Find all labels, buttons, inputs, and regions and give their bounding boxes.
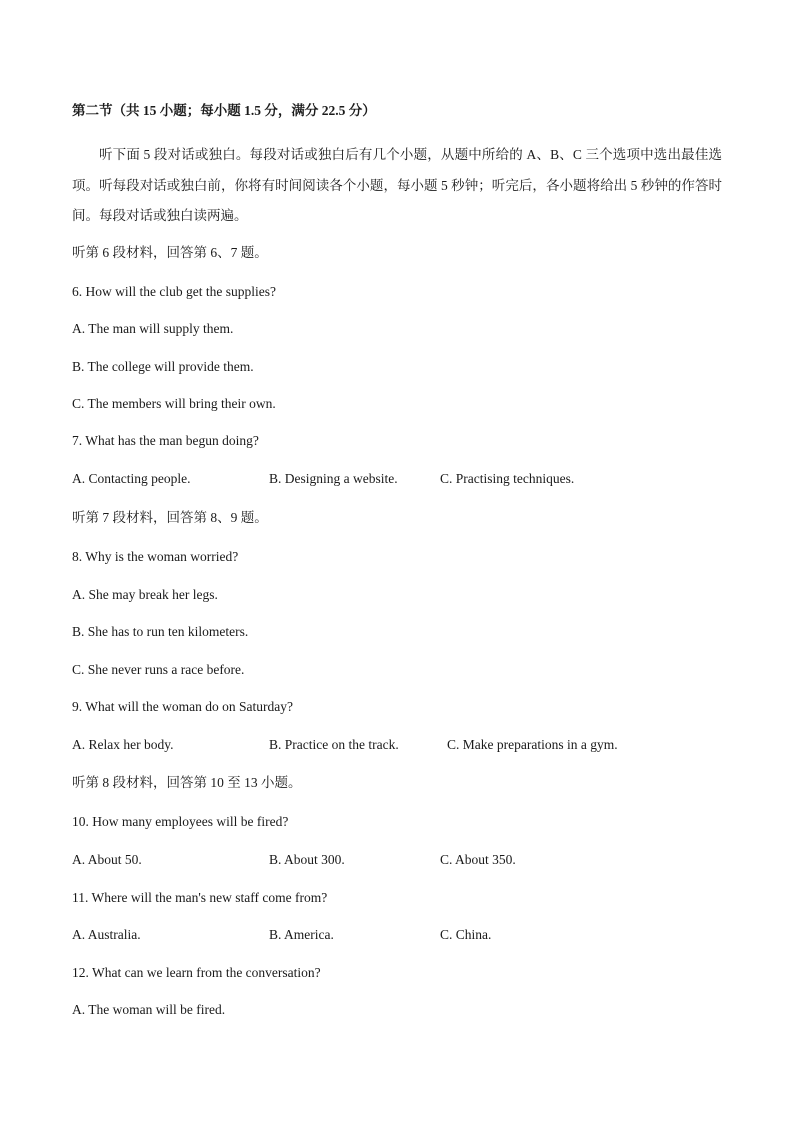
question-10-option-c: C. About 350. (440, 852, 516, 867)
question-9-options (72, 736, 732, 754)
question-10-option-a: A. About 50. (72, 852, 142, 867)
question-8-stem: 8. Why is the woman worried? (72, 549, 239, 564)
section-title: 第二节（共 15 小题；每小题 1.5 分，满分 22.5 分） (72, 103, 376, 118)
question-11-option-c: C. China. (440, 927, 492, 942)
question-11-stem: 11. Where will the man's new staff come from? (72, 890, 328, 905)
question-8-option-a: A. She may break her legs. (72, 587, 218, 602)
question-7-option-a: A. Contacting people. (72, 471, 191, 486)
section-instructions: 听下面 5 段对话或独白。每段对话或独白后有几个小题，从题中所给的 A、B、C 三个选项中选出最佳选项。听每段对话或独白前，你将有时间阅读各个小题，每小题 5 秒钟；听完后，各小题将给出 5 秒钟的作答时间。每段对话或独白读两遍。 (72, 147, 722, 223)
question-12-stem: 12. What can we learn from the conversation? (72, 965, 321, 980)
question-11-option-a: A. Australia. (72, 927, 141, 942)
question-7-options (72, 470, 732, 488)
question-8-option-c: C. She never runs a race before. (72, 662, 245, 677)
question-6-option-a: A. The man will supply them. (72, 321, 234, 336)
question-9-option-c: C. Make preparations in a gym. (447, 737, 618, 752)
material-6-heading: 听第 6 段材料，回答第 6、7 题。 (72, 245, 268, 260)
question-8-option-b: B. She has to run ten kilometers. (72, 624, 249, 639)
question-11-option-b: B. America. (269, 927, 334, 942)
question-12-option-a: A. The woman will be fired. (72, 1002, 226, 1017)
question-10-stem: 10. How many employees will be fired? (72, 814, 289, 829)
question-9-option-b: B. Practice on the track. (269, 737, 399, 752)
question-7-option-b: B. Designing a website. (269, 471, 398, 486)
question-7-stem: 7. What has the man begun doing? (72, 433, 259, 448)
question-9-option-a: A. Relax her body. (72, 737, 174, 752)
material-7-heading: 听第 7 段材料，回答第 8、9 题。 (72, 510, 268, 525)
material-8-heading: 听第 8 段材料，回答第 10 至 13 小题。 (72, 775, 302, 790)
question-6-option-c: C. The members will bring their own. (72, 396, 276, 411)
question-6-stem: 6. How will the club get the supplies? (72, 284, 276, 299)
question-9-stem: 9. What will the woman do on Saturday? (72, 699, 293, 714)
question-10-options (72, 851, 732, 869)
question-7-option-c: C. Practising techniques. (440, 471, 575, 486)
question-10-option-b: B. About 300. (269, 852, 345, 867)
question-6-option-b: B. The college will provide them. (72, 359, 254, 374)
question-11-options (72, 926, 732, 944)
